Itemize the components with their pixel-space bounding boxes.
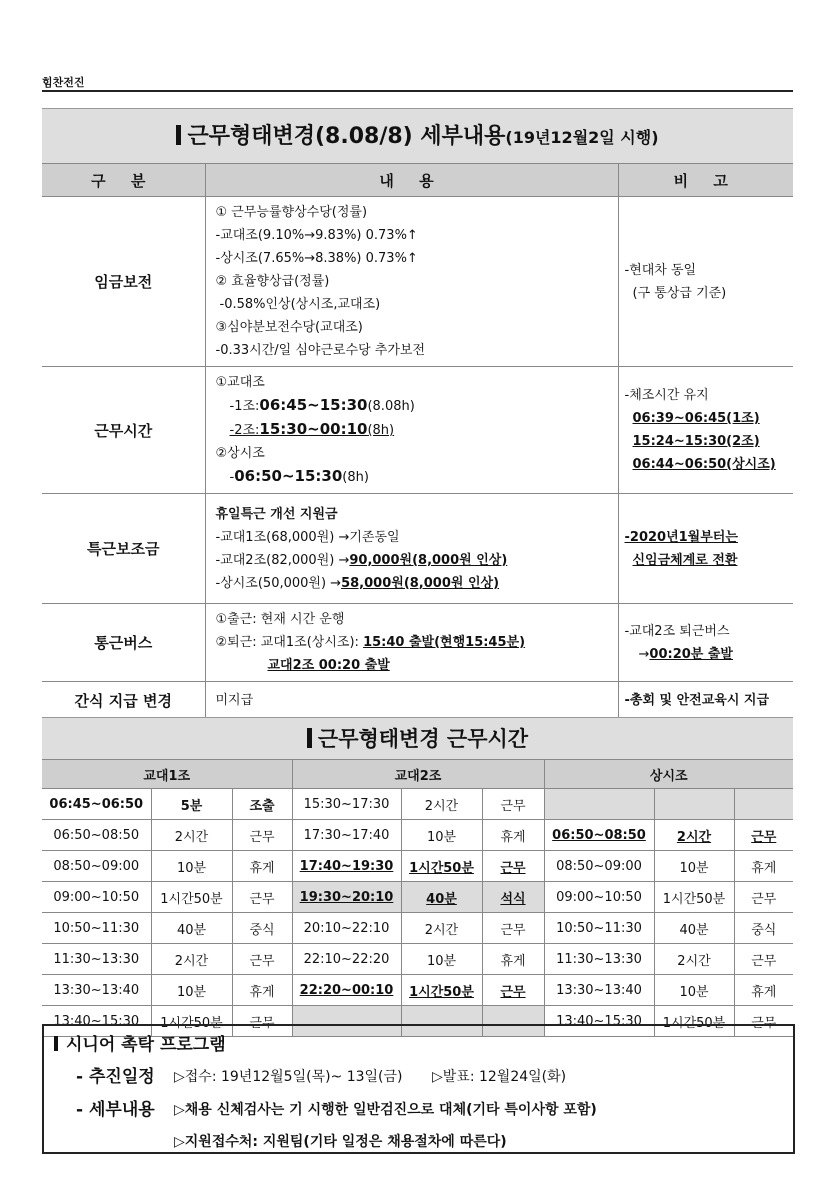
subsidy-shift2-amount: 90,000원(8,000원 인상) xyxy=(349,552,508,568)
square-bullet-icon xyxy=(176,125,181,145)
wage-line: -상시조(7.65%→8.38%) 0.73%↑ xyxy=(215,251,418,266)
schedule-announce: ▷발표: 12월24일(화) xyxy=(432,1069,567,1085)
worktime-note-line: 06:44~06:50(상시조) xyxy=(632,457,776,472)
schedule-shift2-time: 17:40~19:30 xyxy=(292,851,401,882)
senior-program-title xyxy=(54,1030,226,1055)
senior-program-box xyxy=(42,1024,795,1154)
bus-line xyxy=(216,631,608,654)
schedule-regular-time: 13:30~13:40 xyxy=(544,975,654,1006)
schedule-shift1-duration: 2시간 xyxy=(151,944,232,975)
schedule-shift1-type: 휴게 xyxy=(232,851,292,882)
schedule-shift2-duration: 1시간50분 xyxy=(401,851,482,882)
schedule-shift1-time: 06:45~06:50 xyxy=(42,789,151,820)
schedule-regular-duration: 2시간 xyxy=(654,944,734,975)
schedule-shift2-duration: 2시간 xyxy=(401,789,482,820)
subsidy-head: 휴일특근 개선 지원금 xyxy=(215,506,338,522)
bus-line: ①출근: 현재 시간 운행 xyxy=(215,612,345,627)
section1-title-suffix: (19년12월2일 시행) xyxy=(505,128,659,147)
senior-program-title-text: 시니어 촉탁 프로그램 xyxy=(66,1035,226,1055)
col-note: 비 고 xyxy=(618,164,793,197)
detail-label: - 세부내용 xyxy=(76,1100,155,1120)
detail-line: ▷지원접수처: 지원팀(기타 일정은 채용절차에 따른다) xyxy=(174,1134,507,1150)
schedule-group-header xyxy=(42,760,793,789)
schedule-shift2-time: 19:30~20:10 xyxy=(292,882,401,913)
schedule-regular-type: 중식 xyxy=(734,913,793,944)
subsidy-line: -교대1조(68,000원) →기존동일 xyxy=(215,529,400,545)
wage-note-line: (구 통상급 기준) xyxy=(632,285,727,301)
worktime-note-line: 06:39~06:45(1조) xyxy=(632,411,760,426)
bus-category: 통근버스 xyxy=(42,604,205,682)
schedule-shift1-type: 중식 xyxy=(232,913,292,944)
worktime-shift2-hours: (8h) xyxy=(367,423,395,438)
worktime-shift1-time: 06:45~15:30 xyxy=(259,396,368,414)
worktime-regular-hours: (8h) xyxy=(342,470,369,485)
schedule-shift1-time: 11:30~13:30 xyxy=(42,944,151,975)
row-bus xyxy=(42,604,793,682)
schedule-regular-duration: 10분 xyxy=(654,851,734,882)
subsidy-regular-label: -상시조(50,000원) → xyxy=(215,575,342,591)
snack-content: 미지급 xyxy=(205,682,618,720)
schedule-regular-time: 09:00~10:50 xyxy=(544,882,654,913)
schedule-shift2-type: 근무 xyxy=(482,851,544,882)
schedule-shift1-duration: 5분 xyxy=(151,789,232,820)
worktime-shift2-label: -2조: xyxy=(229,423,260,438)
wage-note xyxy=(618,197,793,367)
schedule-label-row xyxy=(76,1062,155,1087)
worktime-line xyxy=(216,394,608,418)
schedule-row xyxy=(42,882,793,913)
schedule-shift1-duration: 2시간 xyxy=(151,820,232,851)
schedule-regular-type: 근무 xyxy=(734,944,793,975)
wage-line: ② 효율향상급(정률) xyxy=(215,274,330,289)
schedule-label: - 추진일정 xyxy=(76,1067,155,1087)
subsidy-note-line: 신임금체계로 전환 xyxy=(632,552,738,568)
group-shift1: 교대1조 xyxy=(42,760,292,789)
wage-line: -0.58%인상(상시조,교대조) xyxy=(219,297,381,312)
worktime-category: 근무시간 xyxy=(42,367,205,494)
square-bullet-icon xyxy=(307,728,312,748)
worktime-line xyxy=(216,465,608,489)
section2-title xyxy=(42,717,793,760)
schedule-regular-time: 08:50~09:00 xyxy=(544,851,654,882)
schedule-shift1-duration: 1시간50분 xyxy=(151,1006,232,1037)
detail-table-header xyxy=(42,164,793,197)
schedule-shift1-duration: 1시간50분 xyxy=(151,882,232,913)
row-snack xyxy=(42,682,793,720)
schedule-regular-time: 11:30~13:30 xyxy=(544,944,654,975)
schedule-regular-duration: 40분 xyxy=(654,913,734,944)
schedule-shift1-duration: 10분 xyxy=(151,851,232,882)
schedule-shift2-duration: 10분 xyxy=(401,820,482,851)
schedule-regular-duration: 10분 xyxy=(654,975,734,1006)
wage-line: ③심야분보전수당(교대조) xyxy=(215,320,363,335)
schedule-shift1-type: 근무 xyxy=(232,944,292,975)
schedule-shift2-duration: 2시간 xyxy=(401,913,482,944)
schedule-regular-type: 휴게 xyxy=(734,851,793,882)
schedule-shift2-type: 휴게 xyxy=(482,944,544,975)
worktime-line: ②상시조 xyxy=(215,446,265,461)
schedule-regular-duration xyxy=(654,789,734,820)
schedule-shift1-type: 근무 xyxy=(232,1006,292,1037)
worktime-line xyxy=(216,418,608,442)
section2-title-text: 근무형태변경 근무시간 xyxy=(317,727,529,751)
schedule-row xyxy=(42,820,793,851)
schedule-shift2-type: 근무 xyxy=(482,913,544,944)
schedule-shift2-duration: 40분 xyxy=(401,882,482,913)
schedule-apply: ▷접수: 19년12월5일(목)~ 13일(금) xyxy=(174,1069,403,1085)
schedule-regular-duration: 1시간50분 xyxy=(654,882,734,913)
row-wage xyxy=(42,197,793,367)
schedule-regular-type: 근무 xyxy=(734,1006,793,1037)
schedule-regular-time: 13:40~15:30 xyxy=(544,1006,654,1037)
detail-line: ▷채용 신체검사는 기 시행한 일반검진으로 대체(기타 특이사항 포함) xyxy=(174,1102,597,1118)
schedule-shift2-duration: 1시간50분 xyxy=(401,975,482,1006)
bus-note xyxy=(618,604,793,682)
schedule-regular-duration: 1시간50분 xyxy=(654,1006,734,1037)
col-category: 구 분 xyxy=(42,164,205,197)
schedule-shift1-time: 13:40~15:30 xyxy=(42,1006,151,1037)
worktime-line: ①교대조 xyxy=(215,375,265,390)
schedule-shift1-duration: 10분 xyxy=(151,975,232,1006)
schedule-shift2-time: 17:30~17:40 xyxy=(292,820,401,851)
document-label: 힘찬전진 xyxy=(42,76,85,89)
square-bullet-icon xyxy=(54,1036,58,1051)
worktime-content xyxy=(205,367,618,494)
subsidy-category: 특근보조금 xyxy=(42,494,205,604)
worktime-shift2-time: 15:30~00:10 xyxy=(259,420,368,438)
schedule-shift1-time: 09:00~10:50 xyxy=(42,882,151,913)
schedule-regular-time: 10:50~11:30 xyxy=(544,913,654,944)
schedule-regular-type xyxy=(734,789,793,820)
snack-note: -총회 및 안전교육시 지급 xyxy=(618,682,793,720)
schedule-shift2-type: 근무 xyxy=(482,975,544,1006)
subsidy-content xyxy=(205,494,618,604)
bus-content xyxy=(205,604,618,682)
schedule-shift1-type: 휴게 xyxy=(232,975,292,1006)
schedule-shift2-type: 휴게 xyxy=(482,820,544,851)
header-rule xyxy=(42,90,793,92)
subsidy-line xyxy=(216,572,608,595)
group-shift2: 교대2조 xyxy=(292,760,544,789)
schedule-shift2-time: 15:30~17:30 xyxy=(292,789,401,820)
section1-title-text: 근무형태변경(8.08/8) 세부내용 xyxy=(187,124,506,149)
schedule-table xyxy=(42,759,793,1037)
detail-table xyxy=(42,163,793,721)
schedule-row xyxy=(42,913,793,944)
schedule-regular-duration: 2시간 xyxy=(654,820,734,851)
schedule-shift1-time: 10:50~11:30 xyxy=(42,913,151,944)
bus-shift1-label: ②퇴근: 교대1조(상시조): xyxy=(215,635,364,650)
schedule-regular-type: 휴게 xyxy=(734,975,793,1006)
schedule-regular-type: 근무 xyxy=(734,882,793,913)
wage-note-line: -현대차 동일 xyxy=(624,262,697,278)
detail-label-row xyxy=(76,1095,155,1120)
schedule-row xyxy=(42,944,793,975)
schedule-row xyxy=(42,975,793,1006)
schedule-shift2-duration: 10분 xyxy=(401,944,482,975)
schedule-shift1-type: 조출 xyxy=(232,789,292,820)
subsidy-note-line: -2020년1월부터는 xyxy=(624,529,738,545)
section1-title xyxy=(42,108,793,164)
schedule-shift1-time: 06:50~08:50 xyxy=(42,820,151,851)
wage-line: -교대조(9.10%→9.83%) 0.73%↑ xyxy=(215,228,418,243)
subsidy-regular-amount: 58,000원(8,000원 인상) xyxy=(341,575,500,591)
wage-line: ① 근무능률향상수당(정률) xyxy=(215,205,368,220)
schedule-shift2-type: 근무 xyxy=(482,789,544,820)
col-content: 내 용 xyxy=(205,164,618,197)
worktime-shift1-label: -1조: xyxy=(229,399,260,414)
worktime-note-line: 15:24~15:30(2조) xyxy=(632,434,760,449)
bus-note-line: -교대2조 퇴근버스 xyxy=(624,623,730,639)
subsidy-note xyxy=(618,494,793,604)
bus-note-arrow: → xyxy=(638,646,650,662)
wage-category: 임금보전 xyxy=(42,197,205,367)
row-subsidy xyxy=(42,494,793,604)
schedule-shift1-duration: 40분 xyxy=(151,913,232,944)
schedule-row xyxy=(42,851,793,882)
bus-note-time: 00:20분 출발 xyxy=(649,646,733,662)
schedule-shift1-time: 13:30~13:40 xyxy=(42,975,151,1006)
schedule-shift2-type: 석식 xyxy=(482,882,544,913)
schedule-shift1-type: 근무 xyxy=(232,882,292,913)
bus-line: 교대2조 00:20 출발 xyxy=(267,658,390,673)
schedule-shift1-time: 08:50~09:00 xyxy=(42,851,151,882)
schedule-regular-type: 근무 xyxy=(734,820,793,851)
schedule-shift2-time: 22:20~00:10 xyxy=(292,975,401,1006)
group-regular: 상시조 xyxy=(544,760,793,789)
schedule-shift2-time: 22:10~22:20 xyxy=(292,944,401,975)
worktime-shift1-hours: (8.08h) xyxy=(367,399,415,414)
worktime-note xyxy=(618,367,793,494)
worktime-note-title: -체조시간 유지 xyxy=(624,388,709,403)
schedule-regular-time xyxy=(544,789,654,820)
wage-line: -0.33시간/일 심야근로수당 추가보전 xyxy=(215,343,426,358)
bus-shift1-time: 15:40 출발(현행15:45분) xyxy=(363,635,526,650)
bus-note-line xyxy=(625,643,788,666)
worktime-regular-time: 06:50~15:30 xyxy=(234,467,343,485)
schedule-row xyxy=(42,789,793,820)
schedule-regular-time: 06:50~08:50 xyxy=(544,820,654,851)
worktime-regular-label: - xyxy=(229,470,235,485)
subsidy-line xyxy=(216,549,608,572)
snack-category: 간식 지급 변경 xyxy=(42,682,205,720)
wage-content xyxy=(205,197,618,367)
schedule-shift2-time: 20:10~22:10 xyxy=(292,913,401,944)
row-worktime xyxy=(42,367,793,494)
subsidy-shift2-label: -교대2조(82,000원) → xyxy=(215,552,350,568)
schedule-shift1-type: 근무 xyxy=(232,820,292,851)
